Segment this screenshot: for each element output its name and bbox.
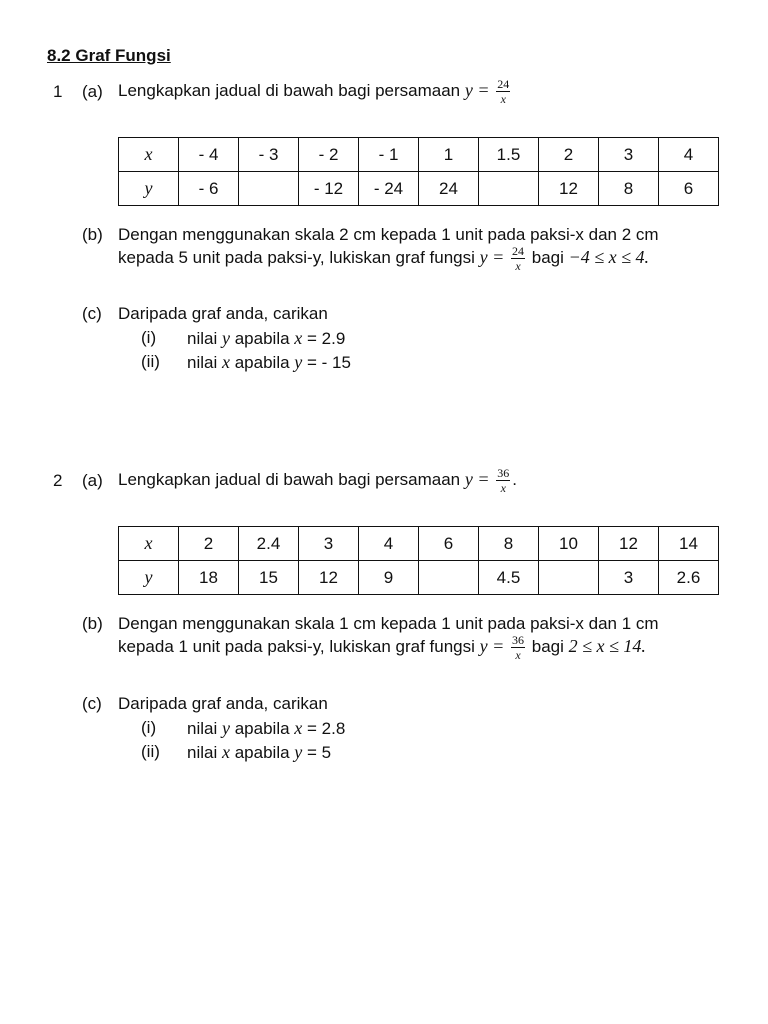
q1-b-text: kepada 5 unit pada paksi-y, lukiskan graf fungsi	[118, 247, 475, 267]
q2-c-ii-var: x	[221, 742, 230, 762]
q2-x-cell: 12	[599, 527, 659, 561]
q1-c-ii-label: (ii)	[141, 352, 160, 371]
q2-eq-end: .	[512, 469, 517, 489]
q1-b-eq-fraction	[511, 245, 525, 272]
q1-c-i-label: (i)	[141, 328, 157, 347]
q2-c-ii-mid: apabila	[234, 743, 290, 762]
q2-x-cell: 2.4	[239, 527, 299, 561]
q1-x-cell: 1	[419, 138, 479, 172]
q2-b-range: 2 ≤ x ≤ 14.	[568, 635, 646, 656]
q2-y-cell: 15	[239, 561, 299, 595]
q1-c-ii-var2: y	[294, 352, 303, 372]
q2-c-i-val: = 2.8	[307, 719, 346, 738]
q1-b-bagi: bagi	[531, 247, 564, 267]
q1-y-cell: 12	[539, 172, 599, 206]
q2-equation-lhs: y =	[464, 468, 490, 489]
q2-x-cell: 8	[479, 527, 539, 561]
q2-eq-numerator: 36	[497, 466, 510, 480]
q1-y-cell: 24	[419, 172, 479, 206]
q1-y-cell: - 6	[179, 172, 239, 206]
q2-x-cell: 14	[659, 527, 719, 561]
q1-x-cell: - 1	[359, 138, 419, 172]
q2-a-line	[118, 467, 517, 494]
q2-x-cell: 4	[359, 527, 419, 561]
q2-y-header: y	[119, 561, 179, 595]
q2-table	[118, 526, 719, 595]
q2-b-text: kepada 1 unit pada paksi-y, lukiskan graf fungsi	[118, 636, 475, 656]
q2-equation-fraction	[496, 467, 510, 494]
q2-y-cell: 9	[359, 561, 419, 595]
q2-y-cell: 2.6	[659, 561, 719, 595]
q1-eq-denominator: x	[500, 92, 506, 106]
q2-y-cell: 12	[299, 561, 359, 595]
q2-c-i-label: (i)	[141, 718, 157, 737]
q1-x-cell: 4	[659, 138, 719, 172]
q2-y-cell	[539, 561, 599, 595]
q1-x-cell: - 2	[299, 138, 359, 172]
q1-a-line	[118, 78, 512, 105]
q1-a-text: Lengkapkan jadual di bawah bagi persamaan	[118, 80, 461, 100]
q1-c-i-line	[187, 328, 345, 349]
q2-c-ii-var2: y	[294, 742, 303, 762]
q2-c-i-var2: x	[294, 718, 303, 738]
q1-x-cell: - 4	[179, 138, 239, 172]
q2-y-cell: 3	[599, 561, 659, 595]
q2-y-cell: 4.5	[479, 561, 539, 595]
q2-a-label: (a)	[82, 471, 103, 490]
q2-x-header: x	[119, 527, 179, 561]
q2-b-eq-fraction	[511, 634, 525, 661]
q2-table-y-row	[119, 561, 719, 595]
q1-b-line2	[118, 245, 649, 272]
q2-x-cell: 3	[299, 527, 359, 561]
q2-c-ii-val: = 5	[307, 743, 332, 762]
q1-c-ii-pre: nilai	[187, 353, 218, 372]
q2-c-label: (c)	[82, 694, 102, 713]
q1-c-text: Daripada graf anda, carikan	[118, 304, 328, 323]
q1-c-ii-line	[187, 352, 351, 373]
q1-x-cell: - 3	[239, 138, 299, 172]
q1-eq-numerator: 24	[497, 77, 510, 91]
q2-b-label: (b)	[82, 614, 103, 633]
q2-a-text: Lengkapkan jadual di bawah bagi persamaan	[118, 469, 461, 489]
q2-b-bagi: bagi	[531, 636, 564, 656]
section-title: 8.2 Graf Fungsi	[47, 46, 171, 65]
q2-x-cell: 2	[179, 527, 239, 561]
q1-c-i-pre: nilai	[187, 329, 218, 348]
q2-number: 2	[53, 471, 63, 490]
q2-b-eq-numerator: 36	[512, 633, 525, 647]
q1-b-eq-lhs: y =	[479, 246, 505, 267]
q2-eq-denominator: x	[500, 481, 506, 495]
q1-y-cell	[479, 172, 539, 206]
q1-table-x-row	[119, 138, 719, 172]
q2-c-i-mid: apabila	[234, 719, 290, 738]
q1-table	[118, 137, 719, 206]
q1-y-cell: 6	[659, 172, 719, 206]
q1-x-cell: 2	[539, 138, 599, 172]
q2-b-eq-denominator: x	[515, 648, 521, 662]
q2-b-line1: Dengan menggunakan skala 1 cm kepada 1 unit pada paksi-x dan 1 cm	[118, 614, 659, 633]
q1-x-cell: 1.5	[479, 138, 539, 172]
q1-y-cell: 8	[599, 172, 659, 206]
q1-c-label: (c)	[82, 304, 102, 323]
q2-y-cell	[419, 561, 479, 595]
q2-b-eq-lhs: y =	[479, 635, 505, 656]
q1-number: 1	[53, 82, 63, 101]
q1-a-label: (a)	[82, 82, 103, 101]
q1-c-i-val: = 2.9	[307, 329, 346, 348]
q1-b-label: (b)	[82, 225, 103, 244]
q1-y-cell	[239, 172, 299, 206]
q1-b-line1: Dengan menggunakan skala 2 cm kepada 1 unit pada paksi-x dan 2 cm	[118, 225, 659, 244]
q2-c-ii-label: (ii)	[141, 742, 160, 761]
q1-b-range: −4 ≤ x ≤ 4.	[568, 246, 650, 267]
q1-x-header: x	[119, 138, 179, 172]
q2-y-cell: 18	[179, 561, 239, 595]
q1-c-i-var: y	[221, 328, 230, 348]
q1-y-cell: - 24	[359, 172, 419, 206]
q2-x-cell: 10	[539, 527, 599, 561]
q2-x-cell: 6	[419, 527, 479, 561]
q1-equation-lhs: y =	[464, 79, 490, 100]
q1-y-header: y	[119, 172, 179, 206]
q1-c-ii-mid: apabila	[234, 353, 290, 372]
q1-c-i-mid: apabila	[234, 329, 290, 348]
q1-b-eq-denominator: x	[515, 259, 521, 273]
q1-equation-fraction	[496, 78, 510, 105]
q1-table-y-row	[119, 172, 719, 206]
q1-c-i-var2: x	[294, 328, 303, 348]
q1-c-ii-val: = - 15	[307, 353, 351, 372]
q1-x-cell: 3	[599, 138, 659, 172]
q2-c-text: Daripada graf anda, carikan	[118, 694, 328, 713]
q2-c-i-pre: nilai	[187, 719, 218, 738]
q2-b-line2	[118, 634, 646, 661]
q2-table-x-row	[119, 527, 719, 561]
q2-c-i-line	[187, 718, 345, 739]
q1-y-cell: - 12	[299, 172, 359, 206]
q2-c-ii-pre: nilai	[187, 743, 218, 762]
q1-c-ii-var: x	[221, 352, 230, 372]
q2-c-i-var: y	[221, 718, 230, 738]
q1-b-eq-numerator: 24	[512, 244, 525, 258]
q2-c-ii-line	[187, 742, 331, 763]
